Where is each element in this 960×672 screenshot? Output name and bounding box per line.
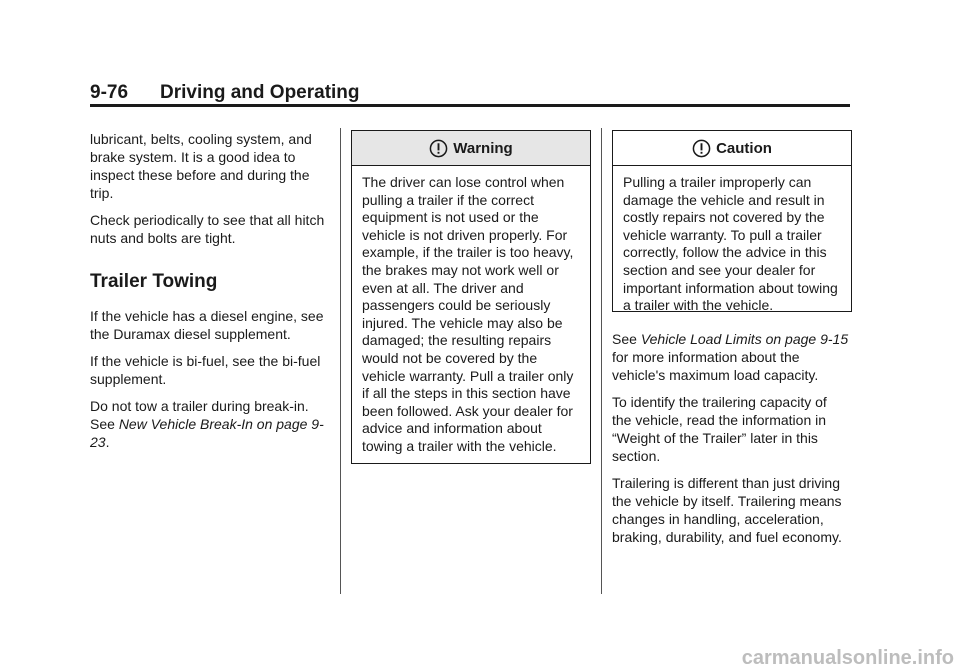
break-in-link[interactable]: New Vehicle Break-In on page 9-23 [90,416,324,450]
paragraph [612,330,850,384]
right-column [612,330,850,555]
caution-header [613,131,851,166]
paragraph: Check periodically to see that all hitch nuts and bolts are tight. [90,212,325,246]
caution-title: Caution [716,139,772,157]
page-header [90,82,850,106]
paragraph: If the vehicle has a diesel engine, see the Duramax diesel supplement. [90,308,324,342]
watermark: carmanualsonline.info [741,647,954,669]
text: for more information about the vehicle's maximum load capacity. [612,349,819,383]
warning-text: The driver can lose control when pulling a trailer if the correct equipment is not used or the vehicle is not driven properly. For example, if the trailer is too heavy, the brakes may not work well or even at all. The driver and passengers could be seriously injured. The vehicle may also be damaged; the resulting repairs would not be covered by the vehicle warranty. Pull a trailer only if all the steps in this section have been followed. Ask your dealer for advice and information about towing a trailer with the vehicle. [362,174,574,454]
warning-box [351,130,591,464]
column-divider [340,128,341,594]
paragraph: Trailering is different than just driving the vehicle by itself. Trailering means changes in handling, acceleration, braking, durability, and fuel economy. [612,475,842,545]
caution-icon [692,139,711,158]
text: Do not tow a trailer during break-in. See [90,398,309,432]
text: . [105,434,110,450]
header-rule [90,104,850,107]
trailer-towing-heading: Trailer Towing [90,271,218,292]
page-number: 9-76 [90,82,129,103]
warning-icon [429,139,448,158]
paragraph: To identify the trailering capacity of the vehicle, read the information in “Weight of the Trailer” later in this section. [612,394,827,464]
left-column [90,130,325,460]
warning-title: Warning [453,139,513,157]
paragraph [90,397,325,451]
text: See [612,331,641,347]
paragraph: lubricant, belts, cooling system, and brake system. It is a good idea to inspect these before and during the trip. [90,131,312,201]
section-title: Driving and Operating [160,82,360,103]
warning-header [352,131,590,166]
caution-text: Pulling a trailer improperly can damage the vehicle and result in costly repairs not covered by the vehicle warranty. To pull a trailer correctly, follow the advice in this section and see your dealer for important information about towing a trailer with the vehicle. [623,174,838,314]
paragraph: If the vehicle is bi-fuel, see the bi-fuel supplement. [90,353,321,387]
load-limits-link[interactable]: Vehicle Load Limits on page 9-15 [640,331,849,347]
caution-box [612,130,852,312]
column-divider [601,128,602,594]
